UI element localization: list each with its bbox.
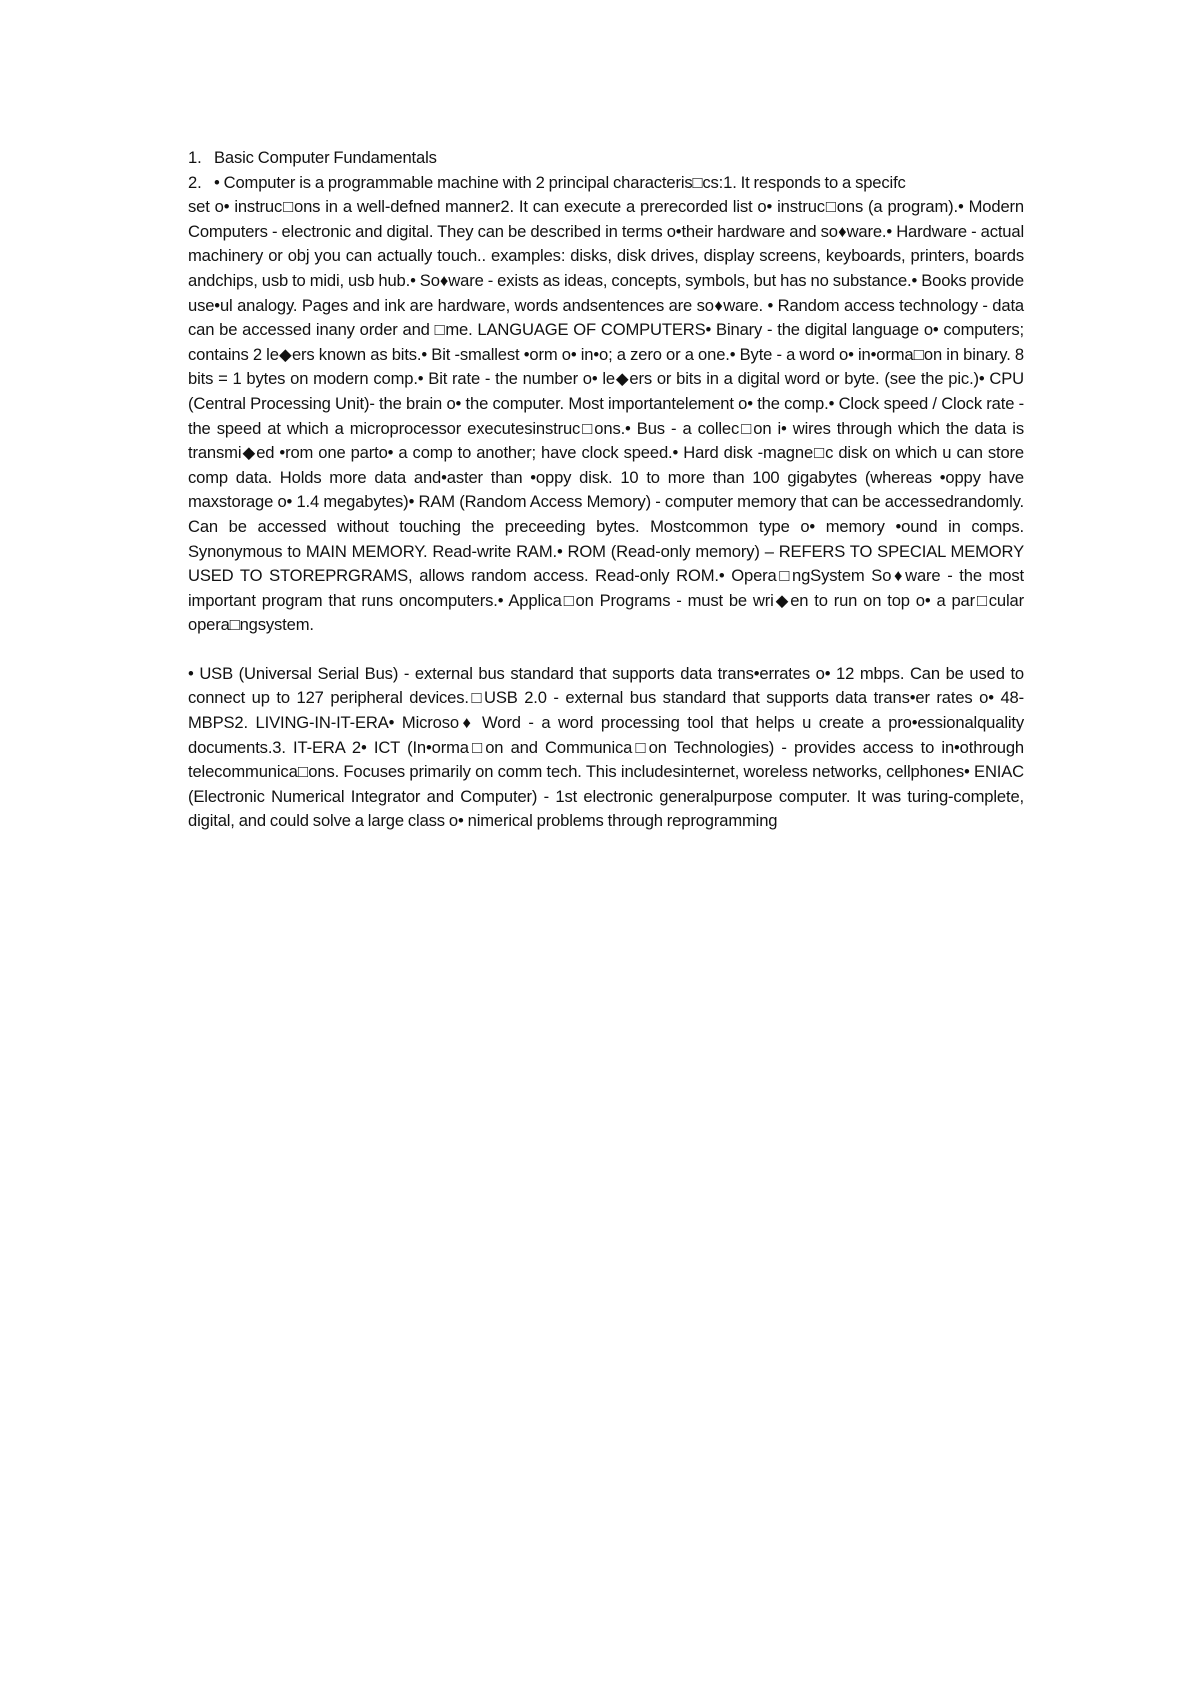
document-body: [188, 146, 1024, 834]
list-item-1: [188, 146, 1024, 171]
list-item-2-text: • Computer is a programmable machine with 2 principal characteris□cs:1. It responds to a specifc: [214, 172, 906, 192]
paragraph-computer-fundamentals: set o• instruc□ons in a well-defned manner2. It can execute a prerecorded list o• instruc□ons (a program).• Modern Computers - electronic and digital. They can be described in terms o•their hardware and so♦ware.• Hardware - actual machinery or obj you can actually touch.. examples: disks, disk drives, display screens, keyboards, printers, boards andchips, usb to midi, usb hub.• So♦ware - exists as ideas, concepts, symbols, but has no substance.• Books provide use•ul analogy. Pages and ink are hardware, words andsentences are so♦ware. • Random access technology - data can be accessed inany order and □me. LANGUAGE OF COMPUTERS• Binary - the digital language o• computers; contains 2 le◆ers known as bits.• Bit -smallest •orm o• in•o; a zero or a one.• Byte - a word o• in•orma□on in binary. 8 bits = 1 bytes on modern comp.• Bit rate - the number o• le◆ers or bits in a digital word or byte. (see the pic.)• CPU (Central Processing Unit)- the brain o• the computer. Most importantelement o• the comp.• Clock speed / Clock rate - the speed at which a microprocessor executesinstruc□ons.• Bus - a collec□on i• wires through which the data is transmi◆ed •rom one parto• a comp to another; have clock speed.• Hard disk -magne□c disk on which u can store comp data. Holds more data and•aster than •oppy disk. 10 to more than 100 gigabytes (whereas •oppy have maxstorage o• 1.4 megabytes)• RAM (Random Access Memory) - computer memory that can be accessedrandomly. Can be accessed without touching the preceeding bytes. Mostcommon type o• memory •ound in comps. Synonymous to MAIN MEMORY. Read-write RAM.• ROM (Read-only memory) – REFERS TO SPECIAL MEMORY USED TO STOREPRGRAMS, allows random access. Read-only ROM.• Opera□ngSystem So♦ware - the most important program that runs oncomputers.• Applica□on Programs - must be wri◆en to run on top o• a par□cular opera□ngsystem.: [188, 197, 1024, 635]
paragraph-usb-and-ict: • USB (Universal Serial Bus) - external bus standard that supports data trans•errates o• 12 mbps. Can be used to connect up to 127 peripheral devices.□USB 2.0 - external bus standard that supports data trans•er rates o• 48-MBPS2. LIVING-IN-IT-ERA• Microso♦ Word - a word processing tool that helps u create a pro•essionalquality documents.3. IT-ERA 2• ICT (In•orma□on and Communica□on Technologies) - provides access to in•othrough telecommunica□ons. Focuses primarily on comm tech. This includesinternet, woreless networks, cellphones• ENIAC (Electronic Numerical Integrator and Computer) - 1st electronic generalpurpose computer. It was turing-complete, digital, and could solve a large class o• nimerical problems through reprogramming: [188, 663, 1024, 831]
list-number-2: 2.: [188, 172, 202, 192]
list-item-2: [188, 171, 1024, 196]
list-number-1: 1.: [188, 148, 202, 167]
list-item-1-text: Basic Computer Fundamentals: [214, 148, 437, 167]
